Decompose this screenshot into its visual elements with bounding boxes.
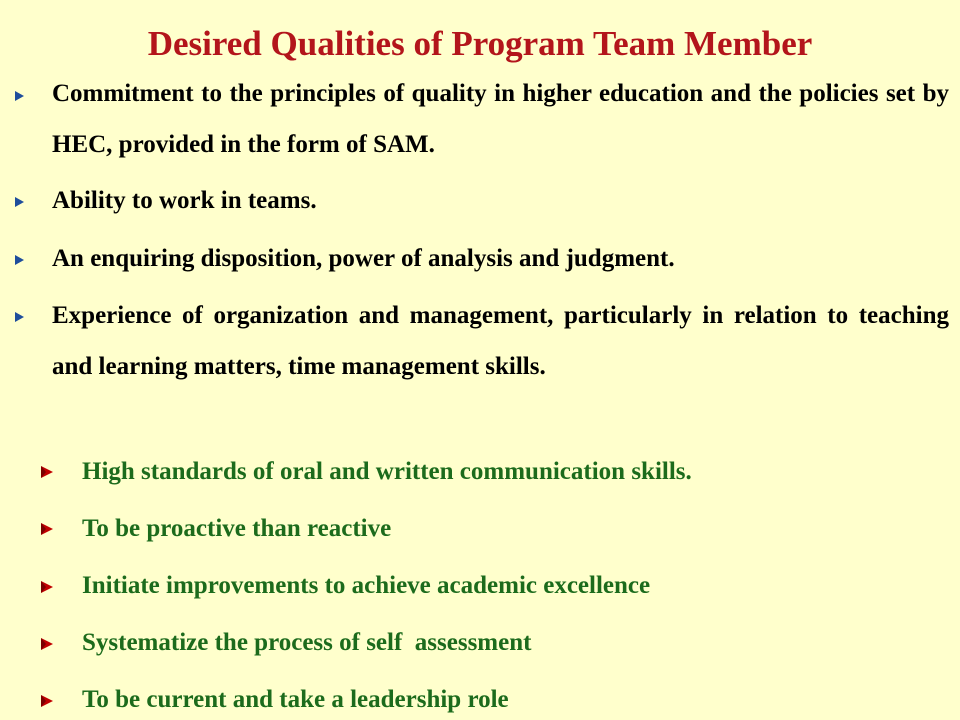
sub-point: High standards of oral and written communication skills. — [82, 458, 692, 485]
sub-point: Initiate improvements to achieve academic excellence — [82, 572, 651, 599]
sub-point: To be current and take a leadership role — [82, 686, 509, 713]
slide-title: Desired Qualities of Program Team Member — [147, 24, 813, 63]
3d-arrow-bullet-icon — [40, 580, 54, 594]
main-point: Commitment to the principles of quality in higher education and the policies set by HEC, provided in the form of SAM. — [52, 80, 949, 158]
3d-arrow-bullet-icon — [40, 465, 54, 479]
arrow-bullet-icon — [15, 311, 24, 323]
3d-arrow-bullet-icon — [40, 694, 54, 708]
main-point: Ability to work in teams. — [52, 187, 317, 214]
3d-arrow-bullet-icon — [40, 522, 54, 536]
arrow-bullet-icon — [15, 90, 24, 102]
arrow-bullet-icon — [15, 196, 24, 208]
sub-point: Systematize the process of self assessment — [82, 629, 532, 656]
sub-point: To be proactive than reactive — [82, 515, 392, 542]
main-point: An enquiring disposition, power of analysis and judgment. — [52, 245, 675, 272]
main-point: Experience of organization and management, particularly in relation to teaching and learning matters, time management skills. — [52, 302, 949, 380]
3d-arrow-bullet-icon — [40, 637, 54, 651]
arrow-bullet-icon — [15, 254, 24, 266]
